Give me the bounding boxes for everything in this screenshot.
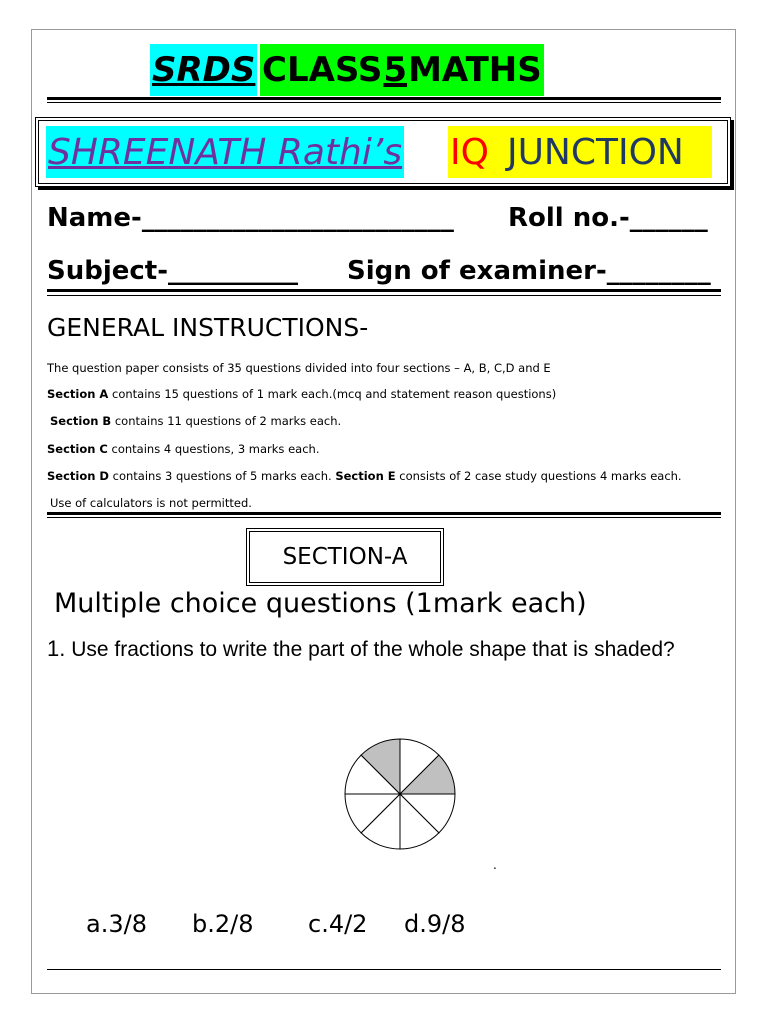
option-d[interactable]: d.9/8	[404, 910, 466, 938]
stray-dot: .	[493, 858, 497, 872]
header-rule-bottom	[47, 102, 721, 103]
section-a-box	[246, 528, 444, 586]
fields-rule-top	[47, 289, 721, 292]
section-b-label: Section B	[50, 414, 112, 428]
institute-iq: IQ	[450, 131, 489, 173]
question-text: Use fractions to write the part of the whole shape that is shaded?	[65, 638, 675, 661]
subject-field[interactable]: Subject-__________	[47, 256, 299, 286]
institute-name	[448, 126, 712, 178]
class-label: CLASS	[262, 50, 383, 90]
section-a-title: SECTION-A	[282, 544, 408, 570]
header-rule-top	[47, 97, 721, 100]
fraction-circle-figure	[340, 734, 460, 854]
instructions-rule-top	[47, 512, 721, 515]
instruction-section-c	[47, 442, 319, 456]
name-field[interactable]: Name-________________________	[47, 203, 454, 233]
teacher-name: SHREENATH Rathi’s	[46, 126, 404, 178]
class-subject-banner	[260, 44, 544, 96]
section-c-label: Section C	[47, 442, 108, 456]
section-d-text: contains 3 questions of 5 marks each.	[108, 469, 336, 483]
question-1	[47, 634, 687, 664]
section-c-text: contains 4 questions, 3 marks each.	[107, 442, 320, 456]
institute-junction: JUNCTION	[506, 131, 684, 173]
school-name-text: SRDS	[152, 50, 256, 90]
section-b-text: contains 11 questions of 2 marks each.	[111, 414, 342, 428]
section-a-text: contains 15 questions of 1 mark each.(mcq and statement reason questions)	[108, 387, 557, 401]
mcq-heading: Multiple choice questions (1mark each)	[54, 588, 587, 619]
section-a-label: Section A	[47, 387, 109, 401]
option-a[interactable]: a.3/8	[86, 910, 147, 938]
instruction-section-b	[50, 414, 341, 428]
instruction-section-a	[47, 387, 556, 401]
fields-rule-bottom	[47, 295, 721, 296]
class-number: 5	[383, 50, 408, 90]
instruction-line: The question paper consists of 35 questions divided into four sections – A, B, C,D and E	[47, 361, 551, 375]
question-number: 1.	[47, 636, 66, 661]
roll-no-field[interactable]: Roll no.-______	[508, 203, 708, 233]
school-name	[150, 44, 257, 96]
examiner-sign-field[interactable]: Sign of examiner-________	[347, 256, 711, 286]
section-e-text: consists of 2 case study questions 4 marks each.	[395, 469, 682, 483]
instructions-heading: GENERAL INSTRUCTIONS-	[47, 313, 369, 342]
option-b[interactable]: b.2/8	[192, 910, 254, 938]
instructions-rule-bottom	[47, 517, 721, 518]
section-e-label: Section E	[335, 469, 396, 483]
option-c[interactable]: c.4/2	[308, 910, 368, 938]
instruction-calculator: Use of calculators is not permitted.	[50, 496, 252, 510]
instruction-section-d-e	[47, 469, 682, 483]
footer-rule	[47, 969, 721, 970]
subject-label: MATHS	[408, 50, 542, 90]
section-d-label: Section D	[47, 469, 109, 483]
